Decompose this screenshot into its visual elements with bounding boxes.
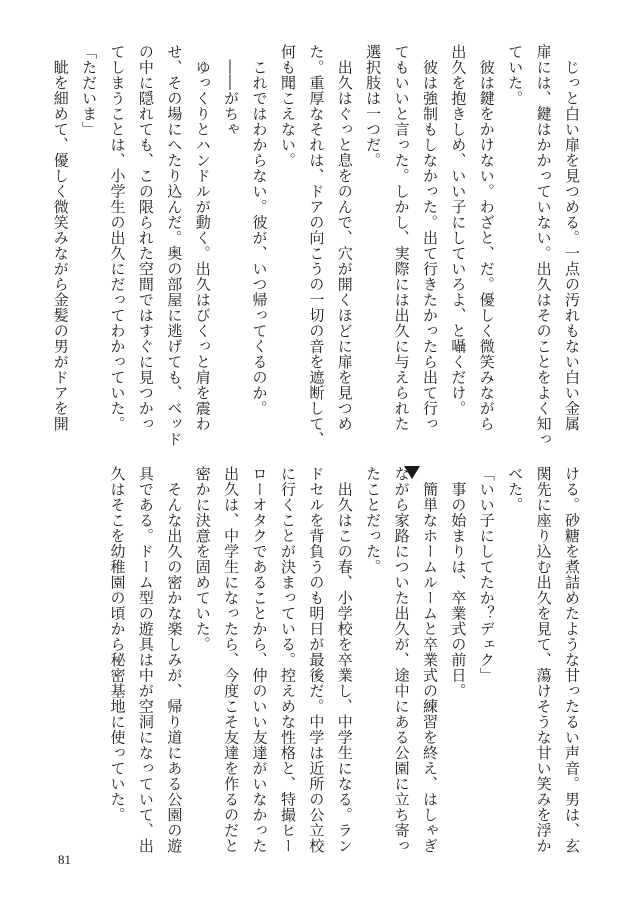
text-line: 出久はぐっと息をのんで、穴が開くほどに扉を見つめ	[335, 44, 354, 432]
text-line: せ、その場にへたり込んだ。奥の部屋に逃げても、ベッド	[165, 44, 184, 447]
text-line: 出久はこの春、小学校を卒業し、中学生になる。ラン	[335, 466, 354, 854]
text-line: てしまうことは、小学生の出久にだってわかっていた。	[108, 44, 127, 432]
text-line: 扉には、鍵はかかっていない。出久はそのことをよく知っ	[534, 44, 553, 447]
text-line: ながら家路についた出久が、途中にある公園に立ち寄っ	[392, 466, 411, 854]
text-line: ける。砂糖を煮詰めたような甘ったるい声音。男は、玄	[563, 466, 581, 854]
text-line: べた。	[506, 466, 525, 513]
bottom-text-block	[103, 466, 586, 866]
text-line: 簡単なホームルームと卒業式の練習を終え、はしゃぎ	[420, 466, 439, 854]
text-line: 彼は鍵をかけない。わざと、だ。優しく微笑みながら	[477, 44, 496, 432]
text-line: 何も聞こえない。	[278, 44, 297, 168]
text-line: 彼は強制もしなかった。出て行きたかったら出て行っ	[420, 44, 439, 432]
text-line: に行くことが決まっている。控えめな性格と、特撮ヒー	[278, 466, 297, 854]
page-number: 81	[58, 852, 71, 867]
text-line: これではわからない。彼が、いつ帰ってくるのか。	[250, 44, 269, 416]
text-line: 出久は、中学生になったら、今度こそ友達を作るのだと	[222, 466, 241, 854]
text-line: 具である。ドーム型の遊具は中が空洞になっていて、出	[136, 466, 155, 854]
text-line: 密かに決意を固めていた。	[193, 466, 212, 652]
text-line: ――がちゃ	[222, 44, 241, 137]
text-line: 「ただいま」	[80, 44, 99, 137]
text-line: 選択肢は一つだ。	[364, 44, 383, 168]
text-line: ゆっくりとハンドルが動く。出久はびくっと肩を震わ	[193, 44, 212, 432]
text-line: 関先に座り込む出久を見て、蕩けそうな甘い笑みを浮か	[534, 466, 553, 854]
text-line: 出久を抱きしめ、いい子にしていろよ、と囁くだけ。	[449, 44, 468, 416]
text-line: 「いい子にしてたか？デェク」	[477, 466, 496, 683]
text-line: た。重厚なそれは、ドアの向こうの一切の音を遮断して、	[307, 44, 326, 447]
text-line: 眦を細めて、優しく微笑みながら金髪の男がドアを開	[51, 44, 70, 432]
text-line: の中に隠れても、この限られた空間ではすぐに見つかっ	[136, 44, 155, 432]
text-line: 事の始まりは、卒業式の前日。	[449, 466, 468, 699]
text-line: ローオタクであることから、仲のいい友達がいなかった	[250, 466, 269, 854]
text-line: たことだった。	[364, 466, 383, 575]
top-text-block	[46, 44, 586, 447]
text-line: てもいいと言った。しかし、実際には出久に与えられた	[392, 44, 411, 432]
text-line: 久はそこを幼稚園の頃から秘密基地に使っていた。	[108, 466, 127, 823]
text-line: ドセルを背負うのも明日が最後だ。中学は近所の公立校	[307, 466, 326, 854]
text-line: そんな出久の密かな楽しみが、帰り道にある公園の遊	[165, 466, 184, 854]
text-line: じっと白い扉を見つめる。一点の汚れもない白い金属	[563, 44, 581, 432]
text-line: ていた。	[506, 44, 525, 106]
